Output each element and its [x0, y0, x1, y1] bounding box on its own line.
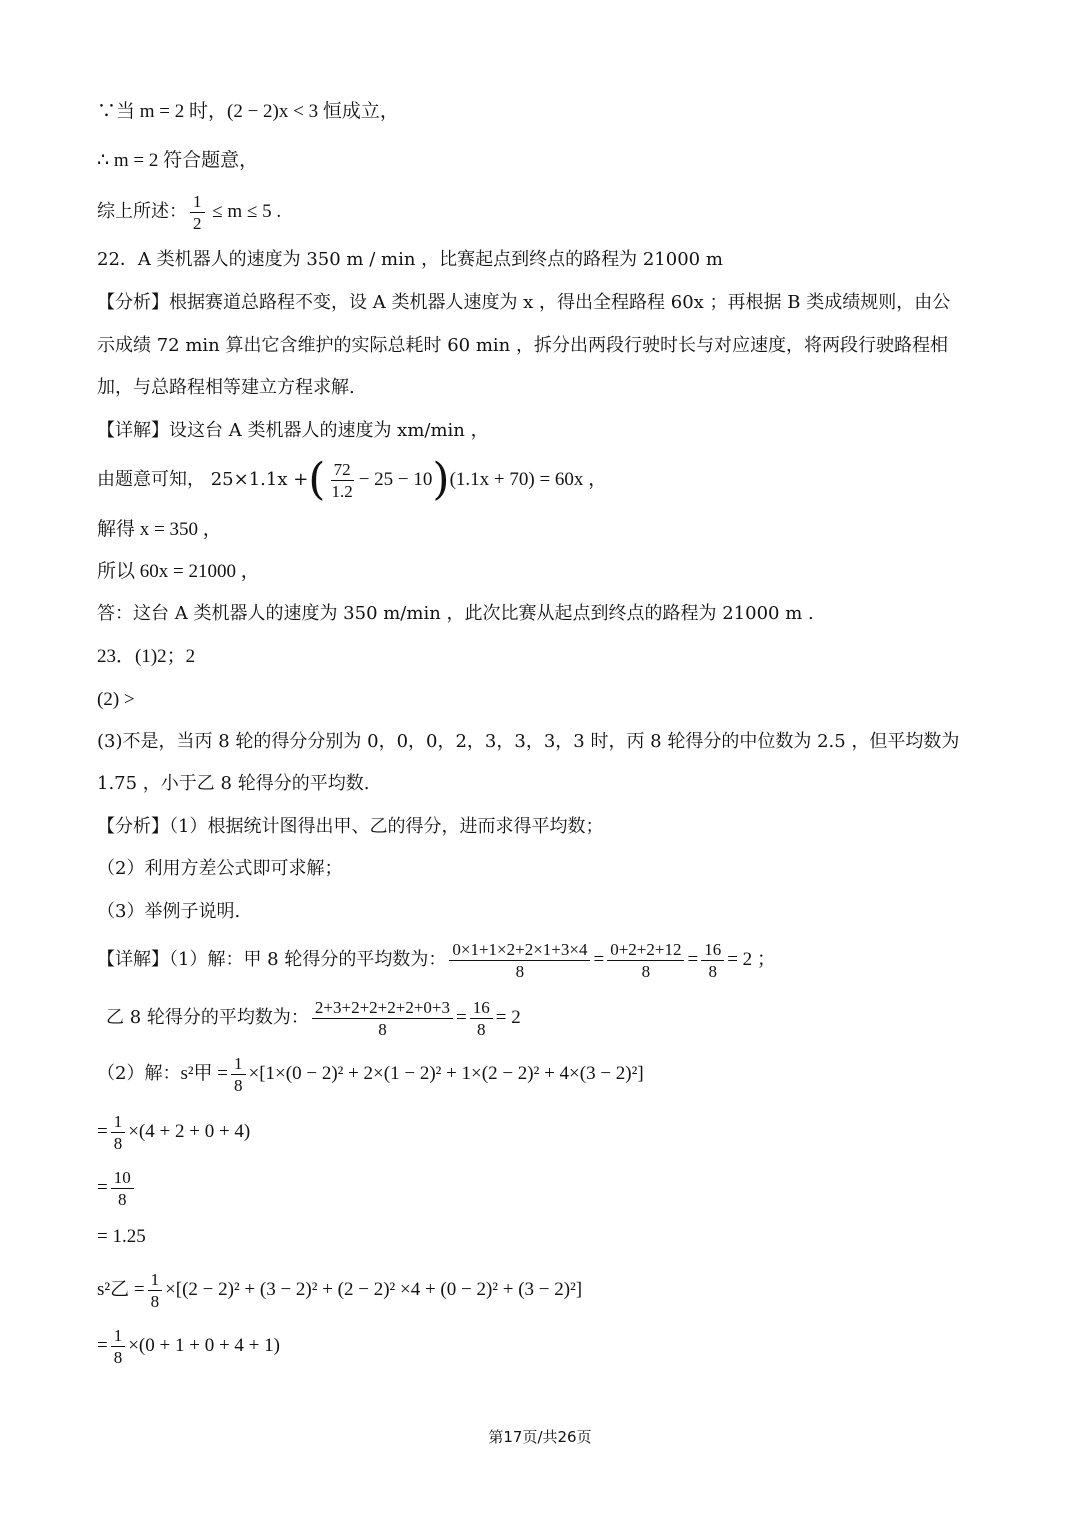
text-line: = 1.25	[97, 1226, 146, 1247]
page-number: 第17页/共26页	[488, 1428, 592, 1446]
text-line: 1.75 ，小于乙 8 轮得分的平均数.	[97, 773, 370, 794]
text-line: 综上所述： $\frac{1}{2}$ ≤ m ≤ 5 .	[97, 191, 282, 233]
fraction: $\frac{2+3+2+2+2+2+0+3}{8}$	[312, 997, 453, 1040]
fraction: $\frac{1}{8}$	[231, 1053, 246, 1096]
equation-line: = $\frac{10}{8}$	[97, 1164, 1000, 1212]
equation-line: 【详解】（1）解：甲 8 轮得分的平均数为： $\frac{0\times 1+1\times 2+2\times 1+3\times 4}{8}$ = $\frac{0+2+2+12}{8}$ = $\frac{16}{8}$ = 2 ；	[97, 939, 776, 981]
equation-line: （2）解：s²甲 = $\frac{1}{8}$ ×[1×(0 − 2)² + 2×(1 − 2)² + 1×(2 − 2)² + 4×(3 − 2)²]	[97, 1053, 644, 1095]
fraction: $\frac{1}{8}$	[111, 1111, 126, 1154]
fraction: $\frac{16}{8}$	[701, 939, 724, 982]
fraction: $\frac{0+2+2+12}{8}$	[607, 939, 684, 982]
equation-line: = $\frac{1}{8}$ ×(0 + 1 + 0 + 4 + 1)	[97, 1325, 280, 1367]
equation-line: 乙 8 轮得分的平均数为： $\frac{2+3+2+2+2+2+0+3}{8}$ = $\frac{16}{8}$ = 2	[106, 997, 521, 1039]
text-line: （3）举例子说明.	[97, 901, 241, 922]
answer-23: 23．(1)2；2	[97, 646, 196, 667]
equation-line: 由题意可知， 25×1.1x +( $\frac{72}{1.2}$ − 25 − 10)(1.1x + 70) = 60x ，	[97, 454, 608, 505]
answer-22: 22．A 类机器人的速度为 350 m / min ，比赛起点到终点的路程为 21000 m	[97, 249, 723, 270]
equation-line: s²乙 = $\frac{1}{8}$ ×[(2 − 2)² + (3 − 2)² + (2 − 2)² ×4 + (0 − 2)² + (3 − 2)²]	[97, 1269, 583, 1311]
text-line: (3)不是，当丙 8 轮的得分分别为 0，0，0，2，3，3，3，3 时，丙 8 轮得分的中位数为 2.5 ，但平均数为	[97, 731, 960, 752]
fraction: $\frac{16}{8}$	[470, 997, 493, 1040]
text-line: （2）利用方差公式即可求解；	[97, 858, 343, 879]
text-line: (2) >	[97, 689, 135, 710]
fraction: $\frac{1}{8}$	[148, 1269, 163, 1312]
text-line: 所以 60x = 21000 ，	[97, 561, 260, 582]
analysis-23: 【分析】（1）根据统计图得出甲、乙的得分，进而求得平均数；	[97, 816, 604, 837]
text-line: ∴ m = 2 符合题意，	[97, 150, 259, 171]
fraction: $\frac{10}{8}$	[111, 1167, 134, 1210]
solution-22: 【详解】设这台 A 类机器人的速度为 xm/min ，	[97, 420, 489, 441]
fraction: $\frac{1}{2}$	[190, 191, 205, 234]
text-line: 解得 x = 350 ，	[97, 519, 222, 540]
equation-line: = $\frac{1}{8}$ ×(4 + 2 + 0 + 4)	[97, 1111, 251, 1153]
fraction: $\frac{1}{8}$	[111, 1325, 126, 1368]
fraction: $\frac{72}{1.2}$	[331, 459, 353, 501]
text-line: ∵当 m = 2 时，(2 − 2)x < 3 恒成立，	[97, 101, 399, 122]
text-line: 示成绩 72 min 算出它含维护的实际总耗时 60 min ，拆分出两段行驶时长与对应速度，将两段行驶路程相	[97, 335, 948, 356]
text-line: 答：这台 A 类机器人的速度为 350 m/min ，此次比赛从起点到终点的路程为 21000 m .	[97, 603, 814, 624]
text-line: 加，与总路程相等建立方程求解.	[97, 377, 355, 398]
analysis-22: 【分析】根据赛道总路程不变，设 A 类机器人速度为 x ，得出全程路程 60x ；再根据 B 类成绩规则，由公	[97, 292, 951, 313]
fraction: $\frac{0\times 1+1\times 2+2\times 1+3\times 4}{8}$	[449, 939, 590, 982]
